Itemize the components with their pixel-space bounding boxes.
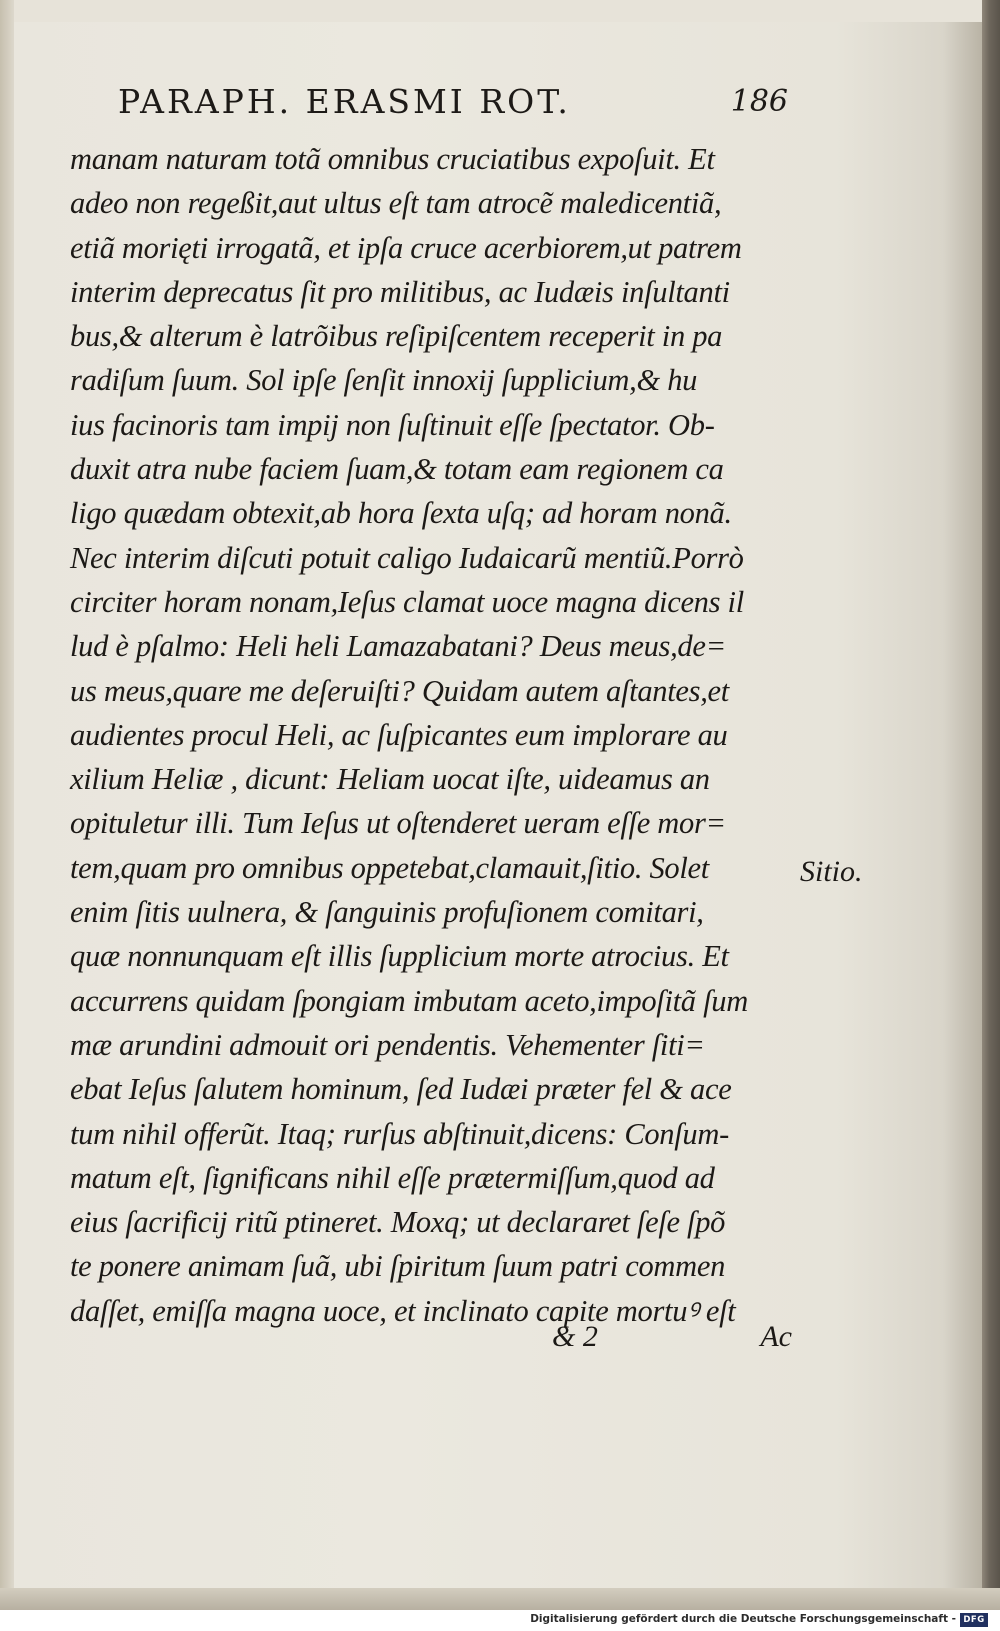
text-line: opituletur illi. Tum Ieſus ut oſtenderet ueram eſſe mor=	[70, 806, 726, 841]
page-number: 186	[730, 84, 788, 119]
text-line: tem,quam pro omnibus oppetebat,clamauit,ſitio. Solet	[70, 850, 709, 885]
text-line: te ponere animam ſuã, ubi ſpiritum ſuum patri commen	[70, 1249, 726, 1284]
text-line: quæ nonnunquam eſt illis ſupplicium morte atrocius. Et	[70, 939, 729, 974]
text-line: Nec interim diſcuti potuit caligo Iudaicarũ mentiũ.Porrò	[70, 540, 744, 575]
text-line: duxit atra nube faciem ſuam,& totam eam regionem ca	[70, 452, 724, 487]
signature-mark: & 2	[552, 1320, 598, 1353]
text-line: ligo quædam obtexit,ab hora ſexta uſq; ad horam nonã.	[70, 496, 732, 531]
text-line: mæ arundini admouit ori pendentis. Vehementer ſiti=	[70, 1027, 705, 1062]
catchline	[552, 1320, 792, 1364]
text-line: ebat Ieſus ſalutem hominum, ſed Iudæi præter fel & ace	[70, 1072, 732, 1107]
text-line: adeo non regeßit,aut ultus eſt tam atrocẽ maledicentiã,	[70, 186, 722, 221]
funding-credit: Digitalisierung gefördert durch die Deutsche Forschungsgemeinschaft -	[530, 1613, 956, 1625]
page-gutter-left	[0, 0, 14, 1610]
dfg-logo: DFG	[960, 1613, 988, 1627]
running-head-title: PARAPH. ERASMI ROT.	[118, 82, 571, 121]
text-line: bus,& alterum è latrõibus reſipiſcentem receperit in pa	[70, 319, 723, 354]
text-line: daſſet, emiſſa magna uoce, et inclinato capite mortuꝰ eſt	[70, 1293, 736, 1328]
text-line: radiſum ſuum. Sol ipſe ſenſit innoxij ſupplicium,& hu	[70, 363, 698, 398]
page-bottom-edge	[0, 1588, 1000, 1610]
text-line: us meus,quare me deſeruiſti? Quidam autem aſtantes,et	[70, 673, 729, 708]
text-line: lud è pſalmo: Heli heli Lamazabatani? Deus meus,de=	[70, 629, 726, 664]
text-line: tum nihil offerũt. Itaq; rurſus abſtinuit,dicens: Conſum-	[70, 1116, 729, 1151]
marginal-note: Sitio.	[800, 855, 863, 888]
running-head	[118, 82, 788, 132]
text-line: interim deprecatus ſit pro militibus, ac Iudæis inſultanti	[70, 274, 730, 309]
text-line: matum eſt, ſignificans nihil eſſe prætermiſſum,quod ad	[70, 1160, 715, 1195]
text-line: ius facinoris tam impij non ſuſtinuit eſſe ſpectator. Ob-	[70, 407, 715, 442]
text-line: enim ſitis uulnera, & ſanguinis profuſionem comitari,	[70, 895, 704, 930]
text-line: eius ſacrificij ritũ ptineret. Moxq; ut declararet ſeſe ſpõ	[70, 1205, 726, 1240]
text-line: circiter horam nonam,Ieſus clamat uoce magna dicens il	[70, 584, 744, 619]
text-line: audientes procul Heli, ac ſuſpicantes eum implorare au	[70, 717, 728, 752]
text-line: accurrens quidam ſpongiam imbutam aceto,impoſitã ſum	[70, 983, 748, 1018]
text-line: xilium Heliæ , dicunt: Heliam uocat iſte, uideamus an	[70, 762, 710, 797]
catchword: Ac	[760, 1320, 792, 1353]
digitization-footer	[0, 1610, 1000, 1631]
body-text	[70, 137, 790, 1333]
page-edge-right	[982, 0, 1000, 1610]
text-line: etiã morięti irrogatã, et ipſa cruce acerbiorem,ut patrem	[70, 230, 742, 265]
text-line: manam naturam totã omnibus cruciatibus expoſuit. Et	[70, 142, 715, 176]
